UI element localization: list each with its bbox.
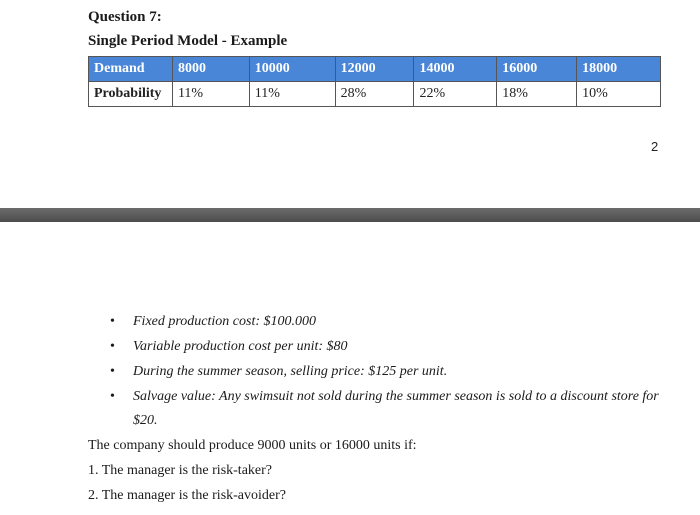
list-item xyxy=(110,310,670,334)
table-header-cell: 16000 xyxy=(497,57,577,82)
table-cell: 22% xyxy=(414,82,497,107)
table-header-cell: 10000 xyxy=(249,57,335,82)
list-item xyxy=(110,360,670,384)
bullet-icon: • xyxy=(110,389,115,404)
section-title: Single Period Model - Example xyxy=(88,33,288,49)
table-row-label: Probability xyxy=(89,82,173,107)
list-item xyxy=(110,335,670,359)
bullet-icon: • xyxy=(110,314,115,329)
question-title: Question 7: xyxy=(88,9,162,25)
list-item-text: Variable production cost per unit: $80 xyxy=(133,339,348,354)
bullet-icon: • xyxy=(110,364,115,379)
table-cell: 10% xyxy=(577,82,661,107)
table-header-cell: 14000 xyxy=(414,57,497,82)
bullet-list xyxy=(110,310,670,434)
list-item-text: During the summer season, selling price: $125 per unit. xyxy=(133,364,448,379)
table-cell: 28% xyxy=(335,82,414,107)
list-item xyxy=(110,385,670,433)
table-header-cell: Demand xyxy=(89,57,173,82)
table-row xyxy=(89,82,661,107)
statement-text: The company should produce 9000 units or 16000 units if: xyxy=(88,438,417,453)
list-item-text: Salvage value: Any swimsuit not sold during the summer season is sold to a discount store for $20. xyxy=(133,389,659,428)
demand-probability-table xyxy=(88,56,661,107)
question-item: 2. The manager is the risk-avoider? xyxy=(88,488,287,503)
table-header-cell: 8000 xyxy=(172,57,249,82)
list-item-text: Fixed production cost: $100.000 xyxy=(133,314,317,329)
page-number: 2 xyxy=(651,139,659,154)
table-cell: 18% xyxy=(497,82,577,107)
bullet-icon: • xyxy=(110,339,115,354)
table-cell: 11% xyxy=(172,82,249,107)
table-cell: 11% xyxy=(249,82,335,107)
page-separator xyxy=(0,208,700,222)
table-header-cell: 18000 xyxy=(577,57,661,82)
table-header-row xyxy=(89,57,661,82)
table-header-cell: 12000 xyxy=(335,57,414,82)
question-item: 1. The manager is the risk-taker? xyxy=(88,463,273,478)
